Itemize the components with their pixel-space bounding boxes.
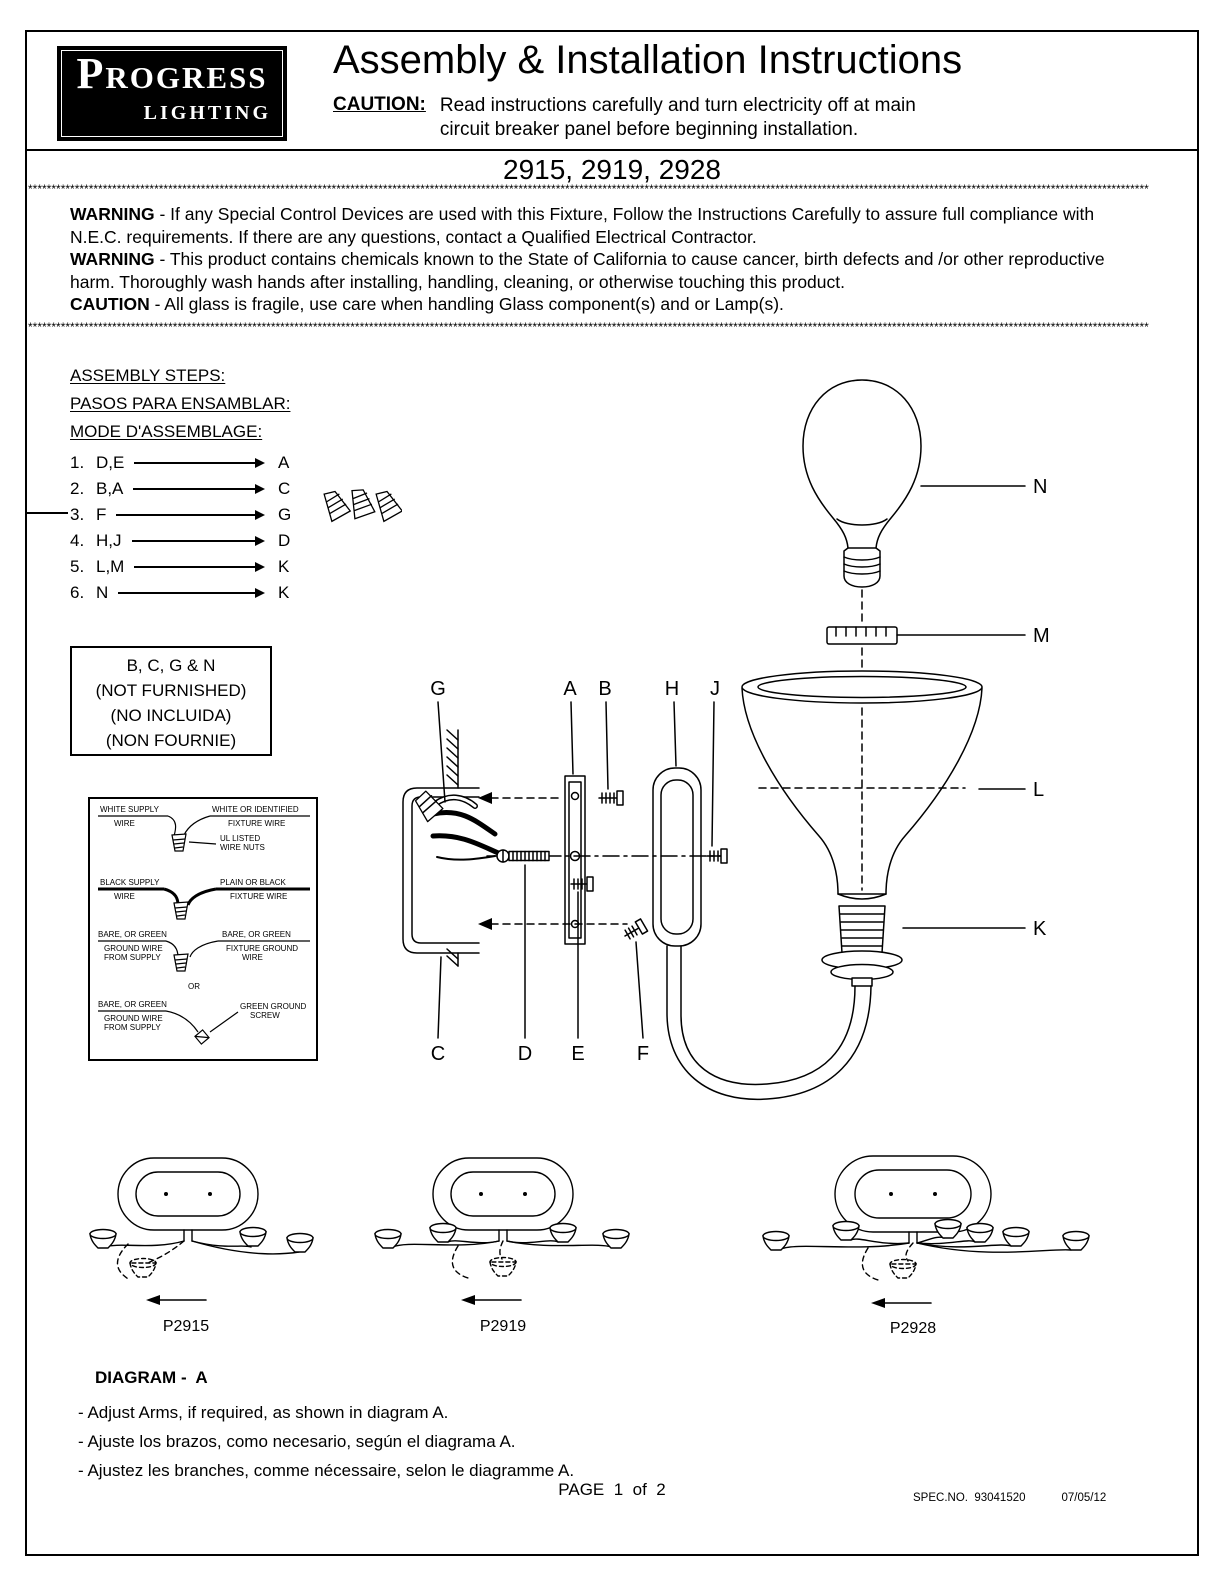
part-labels [430,476,1049,1065]
step-parts: D,E [96,453,125,472]
screw-e [571,877,593,891]
step-number: 3. [70,505,85,524]
wiring-label-ground-wire: GROUND WIRE [104,944,163,953]
wiring-label-bare-green: BARE, OR GREEN [98,1000,167,1009]
arrow-icon [871,1298,885,1308]
arrow-icon [461,1295,475,1305]
assembly-heading-es: PASOS PARA ENSAMBLAR: [70,394,291,413]
logo-lighting-text: LIGHTING [143,102,271,124]
wiring-label-black-supply: BLACK SUPPLY [100,878,160,887]
diagram-a-note-es: - Ajuste los brazos, como necesario, según el diagrama A. [78,1432,516,1451]
not-furnished-en: (NOT FURNISHED) [95,681,247,700]
logo-progress-text: PROGRESS [76,49,268,98]
wiring-diagram-box [88,797,318,1061]
wiring-label-fixture-ground: FIXTURE GROUND [226,944,298,953]
spec-info [913,1492,1106,1504]
wiring-label-fixture-wire: FIXTURE WIRE [230,892,288,901]
diagram-a-note-en: - Adjust Arms, if required, as shown in diagram A. [78,1403,449,1422]
warnings-block [70,203,1120,316]
wiring-label-wire-nuts: WIRE NUTS [220,843,265,852]
fixture-label-p2915: P2915 [162,1318,210,1335]
assembly-step-3 [70,502,296,528]
assembly-heading-fr: MODE D'ASSEMBLAGE: [70,422,263,441]
wiring-label-ul-listed: UL LISTED [220,834,261,843]
wiring-labels [98,805,306,1032]
not-furnished-fr: (NON FOURNIE) [105,731,237,750]
assembly-step-1 [70,450,296,476]
exploded-view-lines [403,380,1025,1099]
step3-margin-line [26,512,68,514]
step-target: A [278,453,290,472]
step-target: K [278,557,290,576]
header-caution [333,94,916,142]
wiring-label-wire: WIRE [114,892,135,901]
label-k: K [1033,918,1047,940]
wiring-label-or: OR [188,982,200,991]
label-d: D [517,1043,533,1065]
label-f: F [636,1043,650,1065]
fixture-p2919 [375,1158,629,1305]
warning-text: - If any Special Control Devices are used with this Fixture, Follow the Instructions Carefully to assure full compliance with N.E.C. requirements. If there are any questions, contact a Qualified Electrical Contractor. [70,204,1095,247]
wire-nut-icon [413,789,444,822]
wiring-label-green-ground: GREEN GROUND [240,1002,307,1011]
wiring-label-ground-wire: GROUND WIRE [104,1014,163,1023]
warning-lead: WARNING [70,204,155,224]
caution-label: CAUTION: [333,94,426,115]
light-bulb [803,380,921,587]
fixture-adjustment-diagrams [58,1148,1168,1348]
fixture-label-p2919: P2919 [479,1318,527,1335]
label-l: L [1033,779,1045,801]
label-g: G [430,678,446,700]
caution-line-1: Read instructions carefully and turn electricity off at main [439,95,916,116]
wiring-label-black-fixture: PLAIN OR BLACK [220,878,286,887]
screw-j [707,849,727,863]
fixture-p2915 [90,1158,313,1305]
label-n: N [1033,476,1048,498]
wiring-label-bare-green: BARE, OR GREEN [98,930,167,939]
label-j: J [710,678,720,700]
wiring-label-wire: WIRE [114,819,135,828]
caution-glass [70,293,1120,316]
arrow-icon [132,540,257,542]
model-numbers: 2915, 2919, 2928 [503,154,721,185]
screw-f [622,919,648,942]
wiring-diagram [90,799,316,1059]
progress-lighting-logo [57,46,287,141]
caution-lead: CAUTION [70,294,150,314]
label-b: B [598,678,612,700]
warning-nec [70,203,1120,248]
ground-screw-icon [195,1030,209,1044]
wiring-label-fixture-wire: FIXTURE WIRE [228,819,286,828]
caution-text [440,94,916,142]
arrow-icon [133,488,256,490]
wiring-label-from-supply: FROM SUPPLY [104,1023,161,1032]
crossbar [565,776,585,944]
caution-line-2: circuit breaker panel before beginning installation. [439,118,859,140]
step-target: K [278,583,290,602]
not-furnished-box [70,646,272,756]
step-number: 6. [70,583,85,602]
arrow-icon [134,566,256,568]
diagram-a-heading: DIAGRAM - A [95,1368,208,1387]
wiring-label-bare-green: BARE, OR GREEN [222,930,291,939]
arrow-icon [478,792,492,804]
warning-lead: WARNING [70,249,155,269]
step-parts: B,A [96,479,124,498]
separator-bottom: ************************************************************************************************************************************************************************************************************************************************ [28,320,1149,334]
arrow-icon [116,514,256,516]
not-furnished-parts: B, C, G & N [126,656,216,675]
wiring-label-from-supply: FROM SUPPLY [104,953,161,962]
fixture-label-p2928: P2928 [889,1320,937,1337]
page-number: PAGE 1 of 2 [558,1480,666,1499]
assembly-heading-en: ASSEMBLY STEPS: [70,366,226,385]
arrow-icon [146,1295,160,1305]
label-h: H [664,678,680,700]
fixture-p2928 [763,1156,1089,1308]
screw-b [599,791,623,805]
step-number: 1. [70,453,85,472]
wiring-label-wire: WIRE [242,953,263,962]
step-target: G [278,505,292,524]
arrow-icon [134,462,256,464]
exploded-view-diagram [375,368,1120,1133]
fixture-drawings [90,1156,1089,1308]
caution-text-body: - All glass is fragile, use care when handling Glass component(s) and or Lamp(s). [149,294,784,314]
arrow-icon [478,918,492,930]
wiring-label-white-fixture: WHITE OR IDENTIFIED [212,805,299,814]
spec-date: 07/05/12 [1061,1492,1107,1504]
step-number: 2. [70,479,85,498]
backplate [653,768,701,946]
label-e: E [571,1043,585,1065]
step-target: D [278,531,291,550]
step-parts: H,J [96,531,122,550]
spec-number: SPEC.NO. 93041520 [913,1492,1026,1504]
socket [822,906,902,986]
diagram-a-note-fr: - Ajustez les branches, comme nécessaire, selon le diagramme A. [78,1461,575,1480]
header-divider [27,149,1197,151]
step-number: 4. [70,531,85,550]
assembly-step-5 [70,554,296,580]
label-c: C [430,1043,446,1065]
step-number: 5. [70,557,85,576]
socket-ring [827,627,897,644]
step-parts: N [96,583,109,602]
assembly-step-6 [70,580,296,606]
label-m: M [1033,625,1050,647]
assembly-steps-list [70,450,296,606]
page-title: Assembly & Installation Instructions [333,38,963,82]
glass-shade [742,671,982,899]
warning-text: - This product contains chemicals known to the State of California to cause cancer, birth defects and /or other reproductive harm. Thoroughly wash hands after installing, handling, cleaning, or otherwise touching this product. [70,249,1105,292]
assembly-headings [70,362,290,446]
wiring-label-screw: SCREW [250,1011,280,1020]
wiring-label-white-supply: WHITE SUPPLY [100,805,159,814]
screw-d [497,850,549,862]
separator-top: ************************************************************************************************************************************************************************************************************************************************ [28,182,1149,196]
label-a: A [563,678,577,700]
not-furnished-es: (NO INCLUIDA) [110,706,232,725]
fixture-labels [163,1318,936,1337]
step-parts: L,M [96,557,125,576]
wall-hatching [447,730,458,966]
arrow-icon [118,592,256,594]
step-target: C [278,479,291,498]
assembly-step-2 [70,476,296,502]
warning-california [70,248,1120,293]
assembly-step-4 [70,528,296,554]
step-parts: F [96,505,107,524]
diagram-a-notes [78,1398,574,1485]
